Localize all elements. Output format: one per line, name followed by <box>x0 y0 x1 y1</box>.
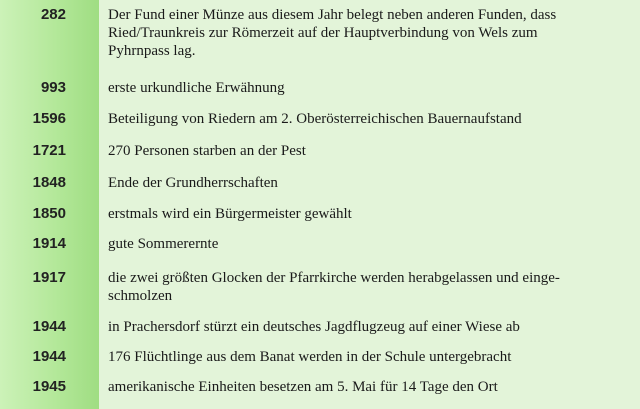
row-year: 1850 <box>32 205 66 222</box>
row-year: 1596 <box>32 110 66 127</box>
row-year: 993 <box>40 79 66 96</box>
row-event <box>108 318 628 336</box>
row-event <box>108 142 628 160</box>
event-line: gute Sommerernte <box>108 236 219 252</box>
event-line: erstmals wird ein Bürgermeister gewählt <box>108 206 352 222</box>
row-event <box>108 79 628 97</box>
event-line: 176 Flüchtlinge aus dem Banat werden in der Schule untergebracht <box>108 349 512 365</box>
row-event <box>108 205 628 223</box>
event-line: Beteiligung von Riedern am 2. Oberösterreichischen Bauernaufstand <box>108 111 522 127</box>
row-year: 1914 <box>32 235 66 252</box>
row-event <box>108 235 628 253</box>
row-year: 1848 <box>32 174 66 191</box>
event-line: amerikanische Einheiten besetzen am 5. Mai für 14 Tage den Ort <box>108 379 498 395</box>
row-year: 1944 <box>32 348 66 365</box>
event-line: Ende der Grundherrschaften <box>108 175 278 191</box>
row-year: 1917 <box>32 269 66 286</box>
event-line: die zwei größten Glocken der Pfarrkirche werden herabgelassen und einge- <box>108 270 560 286</box>
event-line: erste urkundliche Erwähnung <box>108 80 285 96</box>
row-event <box>108 110 628 128</box>
event-line: Ried/Traunkreis zur Römerzeit auf der Hauptverbindung von Wels zum <box>108 25 538 41</box>
event-line: Pyhrnpass lag. <box>108 43 196 59</box>
event-line: in Prachersdorf stürzt ein deutsches Jagdflugzeug auf einer Wiese ab <box>108 319 520 335</box>
row-event <box>108 174 628 192</box>
row-event <box>108 378 628 396</box>
row-event <box>108 348 628 366</box>
event-line: 270 Personen starben an der Pest <box>108 143 306 159</box>
row-year: 1944 <box>32 318 66 335</box>
row-year: 1945 <box>32 378 66 395</box>
row-year: 1721 <box>32 142 66 159</box>
row-event <box>108 269 628 305</box>
row-event <box>108 6 628 60</box>
event-line: Der Fund einer Münze aus diesem Jahr belegt neben anderen Funden, dass <box>108 7 557 23</box>
row-year: 282 <box>40 6 66 23</box>
event-line: schmolzen <box>108 288 173 304</box>
